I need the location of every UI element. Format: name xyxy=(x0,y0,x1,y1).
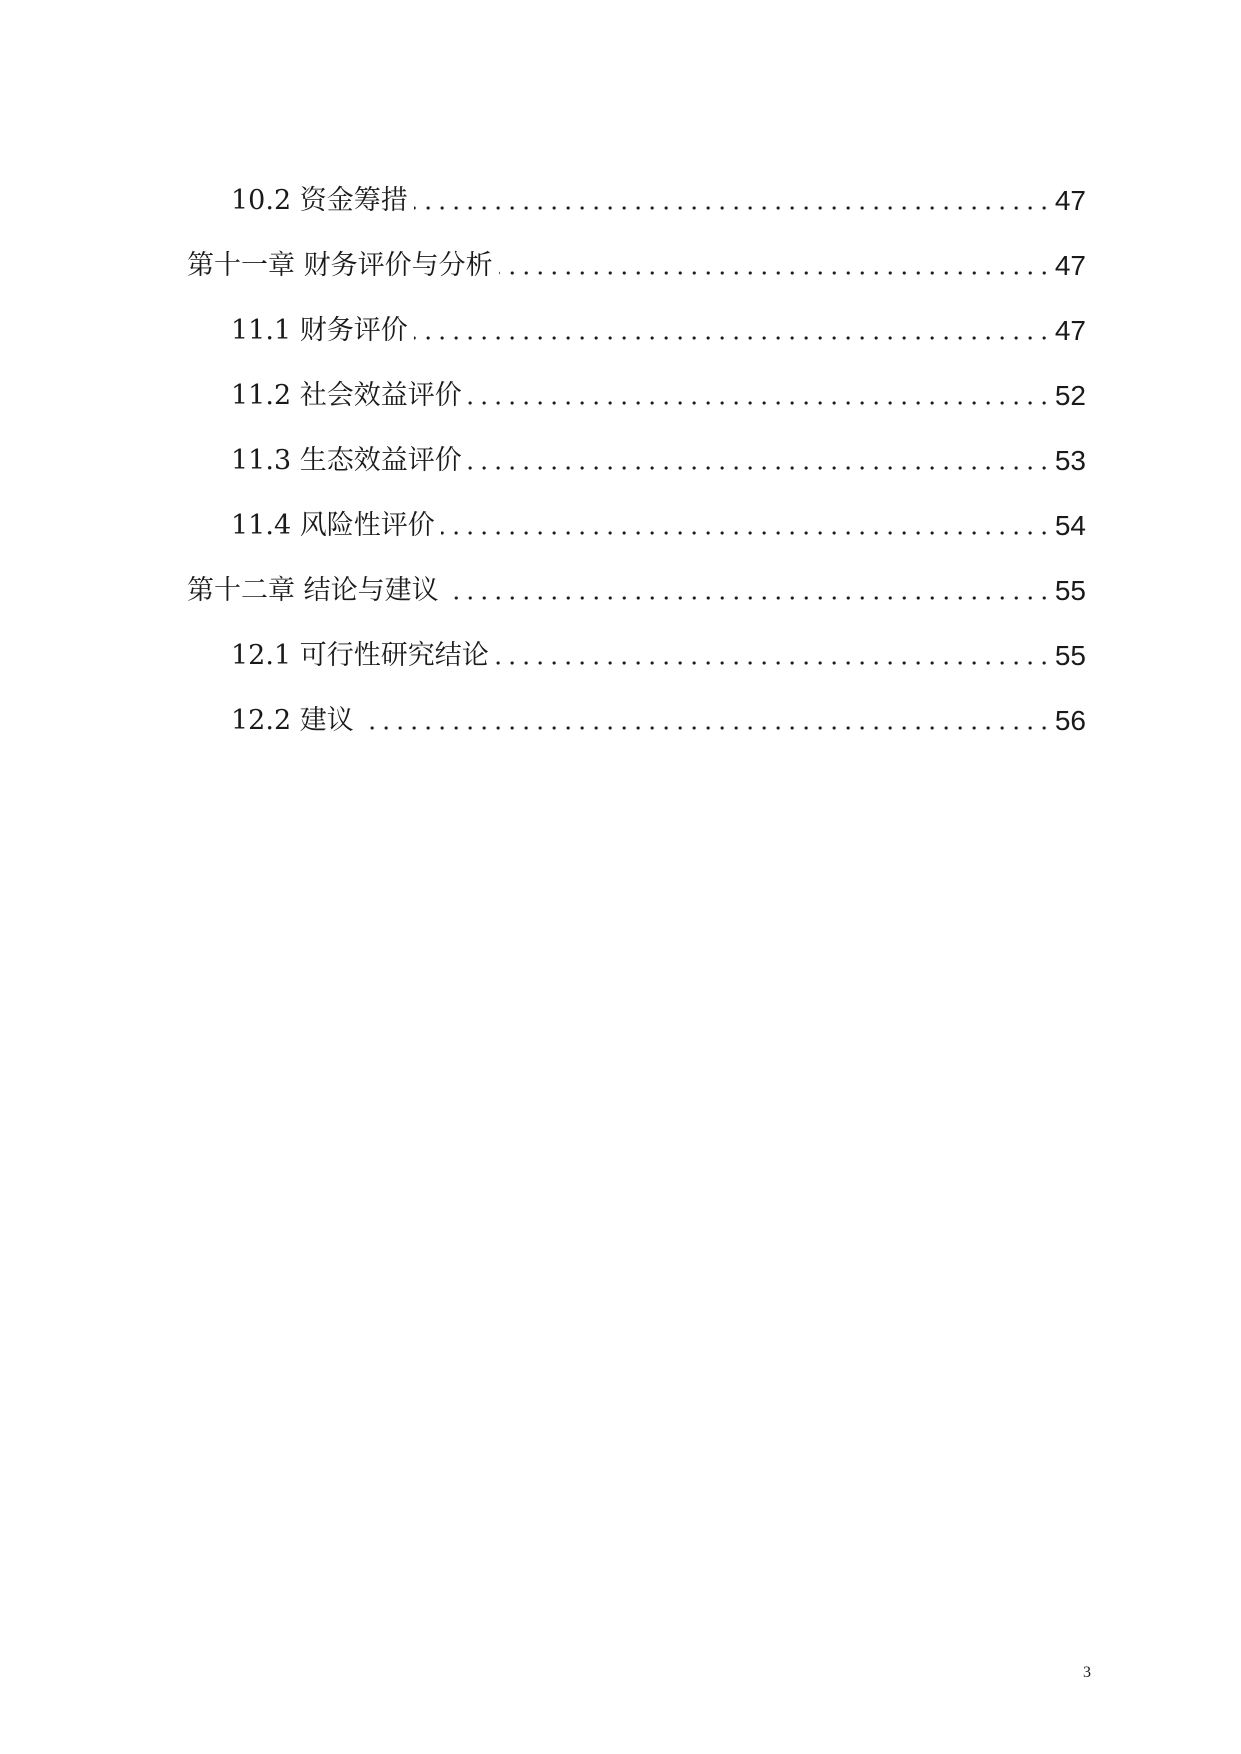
toc-entry-page: 54 xyxy=(1054,509,1086,541)
toc-dot-leader xyxy=(445,595,1051,601)
toc-entry-title: 第十一章 财务评价与分析 xyxy=(187,249,493,281)
toc-entry-page: 47 xyxy=(1054,184,1086,216)
toc-entry-page: 53 xyxy=(1054,444,1086,476)
toc-entry-page: 55 xyxy=(1054,574,1086,606)
toc-entry-page: 52 xyxy=(1054,379,1086,411)
toc-entry-11-4[interactable] xyxy=(0,493,1086,558)
toc-entry-page: 47 xyxy=(1054,249,1086,281)
toc-entry-12-1[interactable] xyxy=(0,623,1086,688)
toc-entry-title: 11.1 财务评价 xyxy=(231,314,408,346)
toc-dot-leader xyxy=(468,400,1051,406)
toc-dot-leader xyxy=(495,660,1051,666)
page-number: 3 xyxy=(1083,1664,1091,1681)
toc-entry-title: 11.3 生态效益评价 xyxy=(231,444,462,476)
toc-entry-page: 47 xyxy=(1054,314,1086,346)
toc-dot-leader xyxy=(414,335,1051,341)
toc-entry-title: 10.2 资金筹措 xyxy=(231,184,408,216)
toc-entry-11-3[interactable] xyxy=(0,428,1086,493)
toc-entry-title: 12.1 可行性研究结论 xyxy=(231,639,489,671)
toc-entry-chapter-12[interactable] xyxy=(0,558,1086,623)
toc-entry-title: 12.2 建议 xyxy=(231,704,354,736)
table-of-contents xyxy=(0,168,1241,753)
toc-dot-leader xyxy=(441,530,1051,536)
toc-dot-leader xyxy=(414,205,1051,211)
toc-entry-page: 56 xyxy=(1054,704,1086,736)
toc-entry-chapter-11[interactable] xyxy=(0,233,1086,298)
toc-entry-12-2[interactable] xyxy=(0,688,1086,753)
toc-entry-title: 第十二章 结论与建议 xyxy=(187,574,439,606)
toc-entry-title: 11.2 社会效益评价 xyxy=(231,379,462,411)
toc-dot-leader xyxy=(360,725,1051,731)
toc-dot-leader xyxy=(499,270,1051,276)
toc-entry-11-2[interactable] xyxy=(0,363,1086,428)
toc-entry-page: 55 xyxy=(1054,639,1086,671)
toc-entry-11-1[interactable] xyxy=(0,298,1086,363)
toc-entry-title: 11.4 风险性评价 xyxy=(231,509,435,541)
toc-dot-leader xyxy=(468,465,1051,471)
toc-entry-10-2[interactable] xyxy=(0,168,1086,233)
